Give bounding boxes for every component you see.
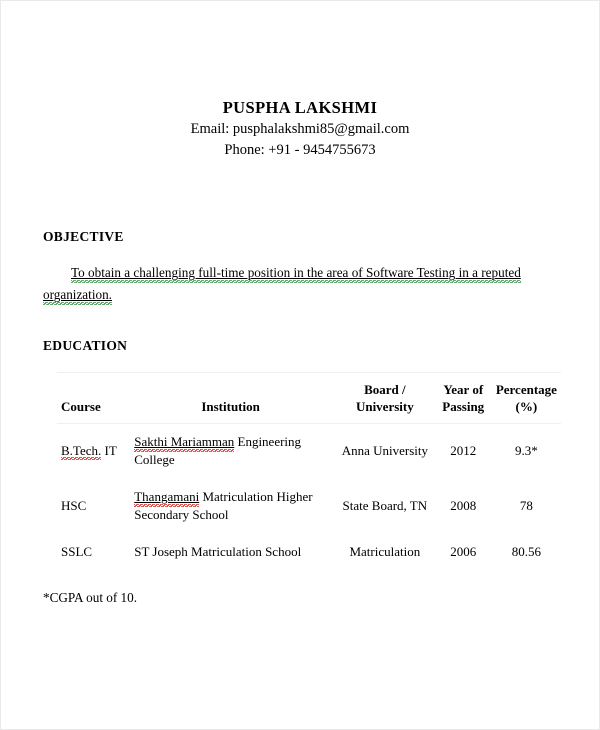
cell-percentage: 78: [519, 497, 533, 513]
education-table: [57, 372, 561, 570]
education-table-wrapper: [57, 372, 561, 570]
cell-percentage: 9.3*: [515, 443, 538, 459]
institution-spellchecked-text: Sakthi Mariamman: [134, 434, 234, 452]
table-row: [57, 423, 561, 478]
resume-header: [1, 1, 599, 161]
cell-course: SSLC: [61, 543, 93, 559]
cell-year: 2012: [450, 443, 477, 459]
cell-year: 2006: [450, 543, 477, 559]
cell-board: Anna University: [341, 443, 428, 459]
phone-line: Phone: +91 - 9454755673: [224, 142, 376, 159]
institution-spellchecked-text: Thangamani: [134, 489, 199, 507]
column-header-board-line2: University: [355, 398, 414, 414]
table-row: [57, 479, 561, 534]
cell-institution: [126, 479, 335, 534]
institution-plain-text: Engineering College: [134, 433, 302, 468]
objective-text-line-1: To obtain a challenging full-time position in the area of Software Testing in a reputed: [71, 265, 521, 283]
objective-section-heading: OBJECTIVE: [43, 229, 124, 245]
column-header-board-university: [335, 373, 435, 424]
column-header-year-line2: Passing: [442, 398, 485, 414]
course-spellchecked-text: B.Tech.: [61, 443, 102, 459]
candidate-name: PUSPHA LAKSHMI: [222, 98, 378, 117]
education-table-head: [57, 373, 561, 424]
course-plain-text: IT: [101, 443, 117, 459]
objective-body: [43, 262, 559, 305]
cell-institution: [126, 423, 335, 478]
cell-board: Matriculation: [349, 543, 421, 559]
column-header-pct-line2: (%): [515, 398, 538, 414]
column-header-percentage: [492, 373, 561, 424]
column-header-course: Course: [61, 398, 101, 414]
column-header-year-of-passing: [435, 373, 492, 424]
institution-plain-text: Matriculation Higher Secondary School: [134, 488, 313, 523]
column-header-institution: Institution: [201, 398, 260, 414]
cell-course: HSC: [61, 497, 87, 513]
education-table-body: [57, 423, 561, 570]
cell-year: 2008: [450, 497, 477, 513]
cgpa-footnote: *CGPA out of 10.: [43, 590, 138, 606]
cell-board: State Board, TN: [342, 497, 428, 513]
table-header-row: [57, 373, 561, 424]
column-header-board-line1: Board /: [364, 382, 406, 398]
column-header-year-line1: Year of: [443, 382, 484, 398]
cell-institution: ST Joseph Matriculation School: [134, 543, 302, 559]
column-header-pct-line1: Percentage: [495, 382, 557, 398]
cell-percentage: 80.56: [511, 543, 541, 559]
objective-text-line-2: organization.: [43, 287, 112, 305]
table-row: [57, 534, 561, 570]
cell-course: [57, 423, 126, 478]
email-line: Email: pusphalakshmi85@gmail.com: [190, 121, 410, 138]
education-section-heading: EDUCATION: [43, 338, 128, 354]
